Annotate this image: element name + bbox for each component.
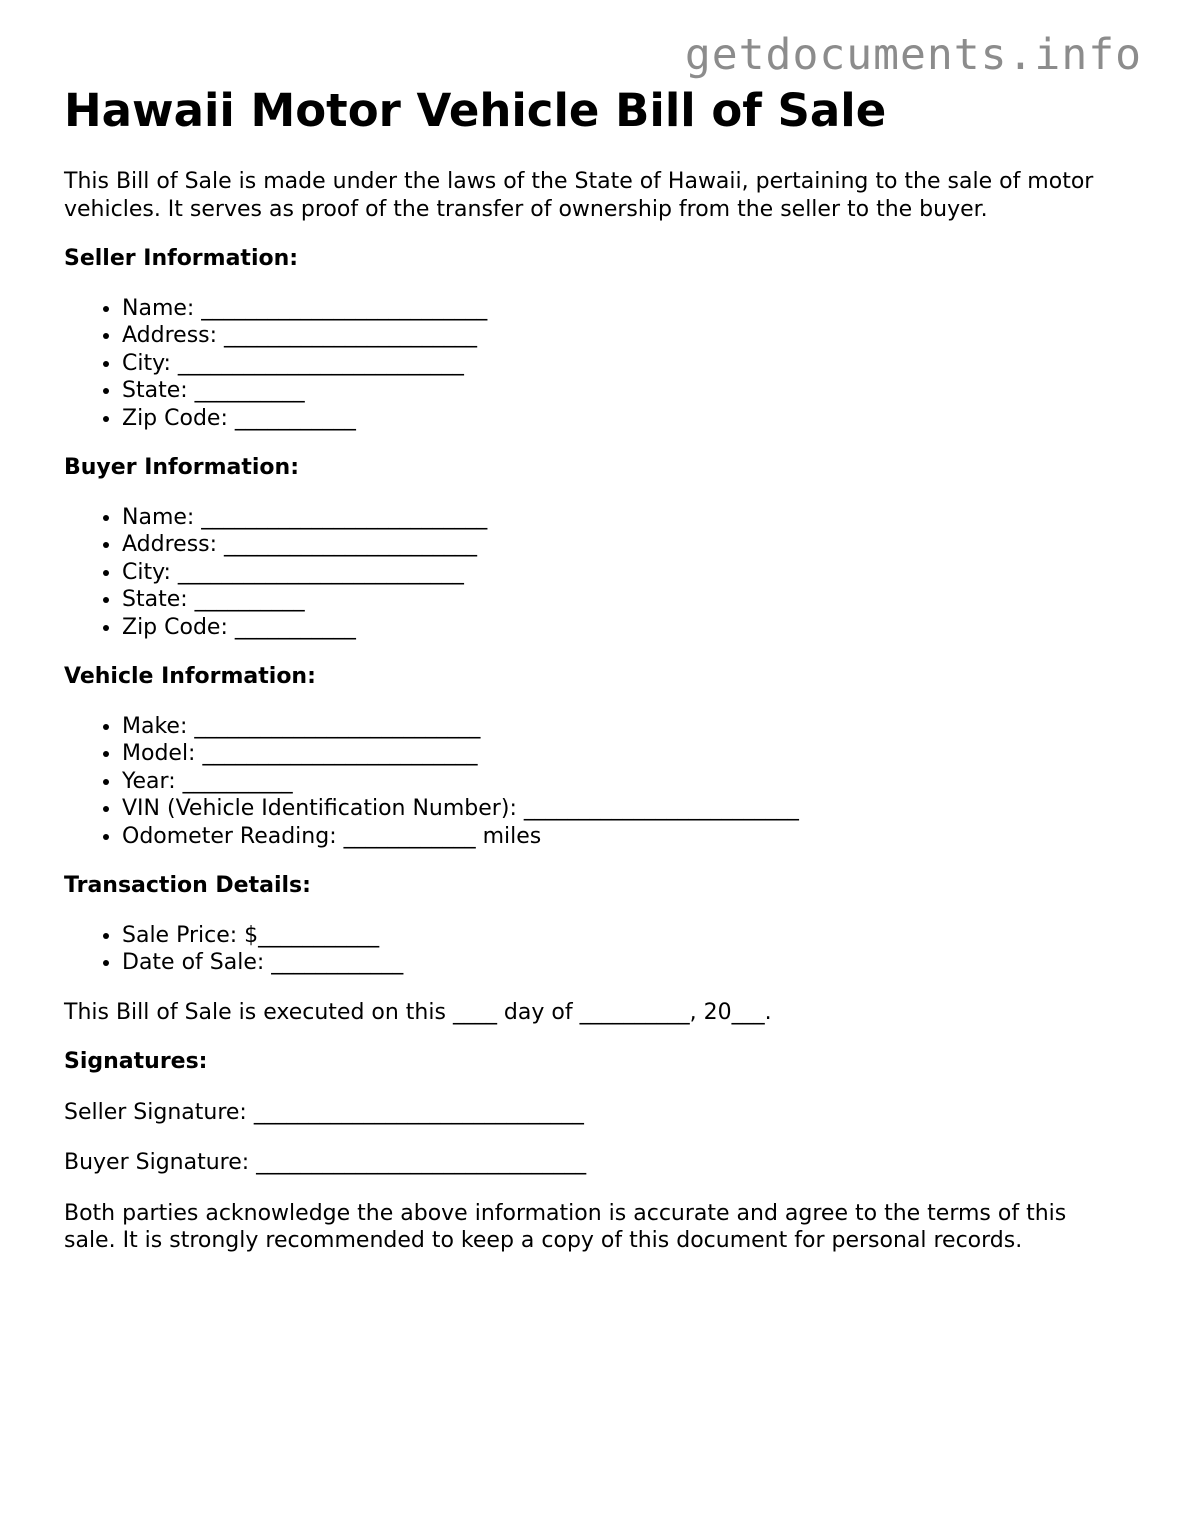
- buyer-list: [64, 504, 1124, 642]
- buyer-zip-field: • Zip Code: ___________: [122, 614, 1124, 642]
- vehicle-model-field: • Model: _________________________: [122, 740, 1124, 768]
- seller-address-field: • Address: _______________________: [122, 322, 1124, 350]
- seller-zip-field: • Zip Code: ___________: [122, 405, 1124, 433]
- buyer-signature-line: Buyer Signature: ______________________________: [64, 1150, 587, 1175]
- vehicle-make-field: • Make: __________________________: [122, 713, 1124, 741]
- seller-city-field: • City: __________________________: [122, 350, 1124, 378]
- vehicle-year-field: • Year: __________: [122, 768, 1124, 796]
- closing-paragraph: Both parties acknowledge the above information is accurate and agree to the terms of this sale. It is strongly recommended to keep a copy of this document for personal records.: [64, 1200, 1067, 1253]
- vehicle-heading: Vehicle Information:: [64, 664, 316, 689]
- watermark: getdocuments.info: [684, 30, 1142, 80]
- buyer-state-field: • State: __________: [122, 586, 1124, 614]
- seller-state-field: • State: __________: [122, 377, 1124, 405]
- sale-price-field: • Sale Price: $___________: [122, 922, 1124, 950]
- seller-name-field: • Name: __________________________: [122, 295, 1124, 323]
- intro-paragraph: This Bill of Sale is made under the laws of the State of Hawaii, pertaining to the sale of motor vehicles. It serves as proof of the transfer of ownership from the seller to the buyer.: [64, 169, 1094, 222]
- vehicle-vin-field: • VIN (Vehicle Identification Number): _________________________: [122, 795, 1124, 823]
- buyer-heading: Buyer Information:: [64, 455, 299, 480]
- document-body: [64, 80, 1124, 1255]
- seller-signature-line: Seller Signature: ______________________________: [64, 1099, 584, 1125]
- seller-heading: Seller Information:: [64, 246, 299, 271]
- sale-date-field: • Date of Sale: ____________: [122, 949, 1124, 977]
- vehicle-odometer-field: • Odometer Reading: ____________ miles: [122, 823, 1124, 851]
- executed-statement: This Bill of Sale is executed on this ____ day of __________, 20___.: [64, 999, 772, 1025]
- seller-list: [64, 295, 1124, 433]
- transaction-heading: Transaction Details:: [64, 873, 311, 898]
- buyer-name-field: • Name: __________________________: [122, 504, 1124, 532]
- vehicle-list: [64, 713, 1124, 851]
- transaction-list: [64, 922, 1124, 977]
- buyer-city-field: • City: __________________________: [122, 559, 1124, 587]
- page-title: Hawaii Motor Vehicle Bill of Sale: [64, 84, 887, 137]
- buyer-address-field: • Address: _______________________: [122, 531, 1124, 559]
- signatures-heading: Signatures:: [64, 1049, 208, 1074]
